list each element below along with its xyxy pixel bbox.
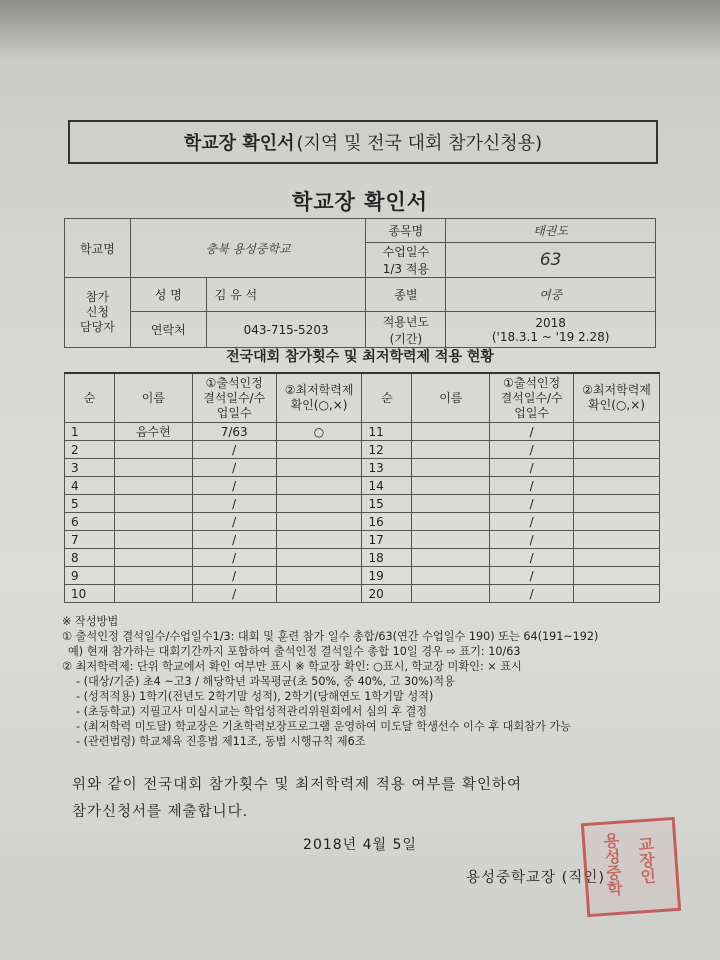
table-cell-chk2	[574, 441, 660, 459]
table-cell-att2: /	[490, 531, 574, 549]
note-line: - (초등학교) 지필고사 미실시교는 학업성적관리위원회에서 심의 후 결정	[76, 705, 428, 718]
note-line: ② 최저학력제: 단위 학교에서 확인 여부만 표시 ※ 학교장 확인: ○표시, 학교장 미확인: × 표시	[62, 660, 522, 673]
table-cell-att2: /	[490, 495, 574, 513]
table-cell-chk	[276, 567, 362, 585]
note-line: - (최저학력 미도달) 학교장은 기초학력보장프로그램 운영하여 미도달 학생선수 이수 후 대회참가 가능	[76, 720, 571, 733]
table-row	[65, 495, 660, 513]
table-cell-chk2	[574, 549, 660, 567]
table-cell-name	[114, 495, 192, 513]
table-row	[65, 477, 660, 495]
table-cell-name2	[412, 567, 490, 585]
table-cell-n: 8	[65, 549, 115, 567]
list-subtitle: 전국대회 참가횟수 및 최저학력제 적용 현황	[226, 349, 494, 365]
table-cell-n2: 11	[362, 423, 412, 441]
page-title: 학교장 확인서	[291, 190, 429, 214]
table-cell-att2: /	[490, 549, 574, 567]
table-cell-chk2	[574, 477, 660, 495]
heading-rest: (지역 및 전국 대회 참가신청용)	[296, 133, 543, 154]
table-cell-att: 7/63	[192, 423, 276, 441]
table-cell-n2: 12	[362, 441, 412, 459]
table-row	[65, 585, 660, 603]
table-cell-n2: 13	[362, 459, 412, 477]
header-num: 순	[362, 373, 412, 423]
table-cell-chk2	[574, 531, 660, 549]
table-cell-chk	[276, 531, 362, 549]
event-value: 태권도	[446, 219, 656, 243]
table-cell-chk2	[574, 567, 660, 585]
seal-text: 교장인	[634, 835, 658, 885]
note-line: 예) 현재 참가하는 대회기간까지 포함하여 출석인정 결석일수 총합 10일 경우 ⇨ 표기: 10/63	[68, 645, 521, 658]
table-cell-chk: ○	[276, 423, 362, 441]
table-row	[65, 513, 660, 531]
table-cell-att: /	[192, 585, 276, 603]
applicant-label: 참가 신청 담당자	[65, 278, 131, 348]
header-attendance: ①출석인정 결석일수/수 업일수	[192, 373, 276, 423]
table-cell-chk	[276, 441, 362, 459]
confirmation-text	[72, 772, 692, 826]
table-cell-name	[114, 441, 192, 459]
table-cell-name2	[412, 477, 490, 495]
table-cell-n2: 18	[362, 549, 412, 567]
table-cell-n2: 16	[362, 513, 412, 531]
table-cell-n2: 14	[362, 477, 412, 495]
table-cell-chk2	[574, 585, 660, 603]
year-value: 2018 ('18.3.1 ~ '19 2.28)	[446, 312, 656, 348]
days-value: 63	[446, 243, 656, 278]
table-cell-n: 9	[65, 567, 115, 585]
table-cell-name	[114, 567, 192, 585]
instructions	[62, 614, 702, 749]
table-cell-name	[114, 459, 192, 477]
contact-value: 043-715-5203	[206, 312, 366, 348]
issue-date: 2018년 4월 5일	[303, 837, 417, 853]
contact-label: 연락처	[130, 312, 206, 348]
table-row	[65, 423, 660, 441]
table-cell-name	[114, 513, 192, 531]
table-cell-att2: /	[490, 459, 574, 477]
table-cell-n: 1	[65, 423, 115, 441]
table-cell-att: /	[192, 549, 276, 567]
table-row	[65, 441, 660, 459]
table-cell-att2: /	[490, 441, 574, 459]
table-cell-n: 7	[65, 531, 115, 549]
table-cell-att: /	[192, 567, 276, 585]
header-attendance: ①출석인정 결석일수/수 업일수	[490, 373, 574, 423]
gender-label: 종별	[366, 278, 446, 312]
note-line: - (대상/기준) 초4 ~고3 / 해당학년 과목평균(초 50%, 중 40%, 고 30%)적용	[76, 675, 455, 688]
table-cell-n: 5	[65, 495, 115, 513]
principal-signature: 용성중학교장 (직인)	[466, 870, 605, 886]
days-label: 수업일수 1/3 적용	[366, 243, 446, 278]
name-label: 성 명	[130, 278, 206, 312]
table-cell-chk	[276, 459, 362, 477]
table-cell-n2: 19	[362, 567, 412, 585]
table-cell-name2	[412, 441, 490, 459]
table-cell-chk	[276, 495, 362, 513]
table-cell-chk	[276, 477, 362, 495]
note-line: ※ 작성방법	[62, 615, 119, 628]
header-name: 이름	[114, 373, 192, 423]
table-row	[65, 549, 660, 567]
table-cell-n2: 20	[362, 585, 412, 603]
table-cell-name2	[412, 423, 490, 441]
table-cell-att: /	[192, 513, 276, 531]
table-cell-name	[114, 549, 192, 567]
table-cell-att: /	[192, 495, 276, 513]
note-line: - (성적적용) 1학기(전년도 2학기말 성적), 2학기(당해연도 1학기말 성적)	[76, 690, 434, 703]
table-cell-att2: /	[490, 477, 574, 495]
table-cell-n: 3	[65, 459, 115, 477]
table-cell-name2	[412, 585, 490, 603]
confirm-line: 위와 같이 전국대회 참가횟수 및 최저학력제 적용 여부를 확인하여	[72, 777, 523, 793]
table-cell-chk2	[574, 459, 660, 477]
name-value: 김 유 석	[206, 278, 366, 312]
seal-text: 용성중학	[600, 831, 624, 897]
event-label: 종목명	[366, 219, 446, 243]
table-cell-att2: /	[490, 567, 574, 585]
table-row	[65, 459, 660, 477]
table-cell-att: /	[192, 459, 276, 477]
table-cell-name	[114, 477, 192, 495]
table-cell-n: 10	[65, 585, 115, 603]
participation-table	[64, 372, 660, 603]
school-label: 학교명	[65, 219, 131, 278]
table-cell-att: /	[192, 441, 276, 459]
table-cell-n: 6	[65, 513, 115, 531]
note-line: - (관련법령) 학교체육 진흥법 제11조, 동법 시행규칙 제6조	[76, 735, 366, 748]
header-name: 이름	[412, 373, 490, 423]
table-cell-att2: /	[490, 585, 574, 603]
confirm-line: 참가신청서를 제출합니다.	[72, 804, 249, 820]
table-cell-n2: 17	[362, 531, 412, 549]
header-num: 순	[65, 373, 115, 423]
table-cell-name2	[412, 495, 490, 513]
table-cell-att: /	[192, 531, 276, 549]
table-cell-name	[114, 531, 192, 549]
header-min-grade: ②최저학력제 확인(○,×)	[276, 373, 362, 423]
table-cell-n: 4	[65, 477, 115, 495]
official-seal	[581, 817, 681, 917]
table-cell-n2: 15	[362, 495, 412, 513]
gender-value: 여중	[446, 278, 656, 312]
table-cell-name2	[412, 513, 490, 531]
table-cell-name: 음수현	[114, 423, 192, 441]
year-label: 적용년도 (기간)	[366, 312, 446, 348]
info-table	[64, 218, 656, 348]
table-cell-name	[114, 585, 192, 603]
table-cell-chk	[276, 549, 362, 567]
header-min-grade: ②최저학력제 확인(○,×)	[574, 373, 660, 423]
note-line: ① 출석인정 결석일수/수업일수1/3: 대회 및 훈련 참가 일수 총합/63(연간 수업일수 190) 또는 64(191~192)	[62, 630, 599, 643]
table-cell-chk	[276, 585, 362, 603]
table-cell-chk2	[574, 495, 660, 513]
photo-shadow	[0, 0, 720, 60]
heading-box	[68, 120, 658, 164]
table-cell-name2	[412, 549, 490, 567]
table-cell-n: 2	[65, 441, 115, 459]
table-cell-chk2	[574, 423, 660, 441]
table-row	[65, 567, 660, 585]
table-cell-att2: /	[490, 513, 574, 531]
table-cell-chk	[276, 513, 362, 531]
table-cell-name2	[412, 459, 490, 477]
table-cell-chk2	[574, 513, 660, 531]
table-row	[65, 531, 660, 549]
school-value: 충북 용성중학교	[130, 219, 366, 278]
table-cell-name2	[412, 531, 490, 549]
table-cell-att: /	[192, 477, 276, 495]
heading-bold: 학교장 확인서	[183, 133, 295, 154]
table-cell-att2: /	[490, 423, 574, 441]
